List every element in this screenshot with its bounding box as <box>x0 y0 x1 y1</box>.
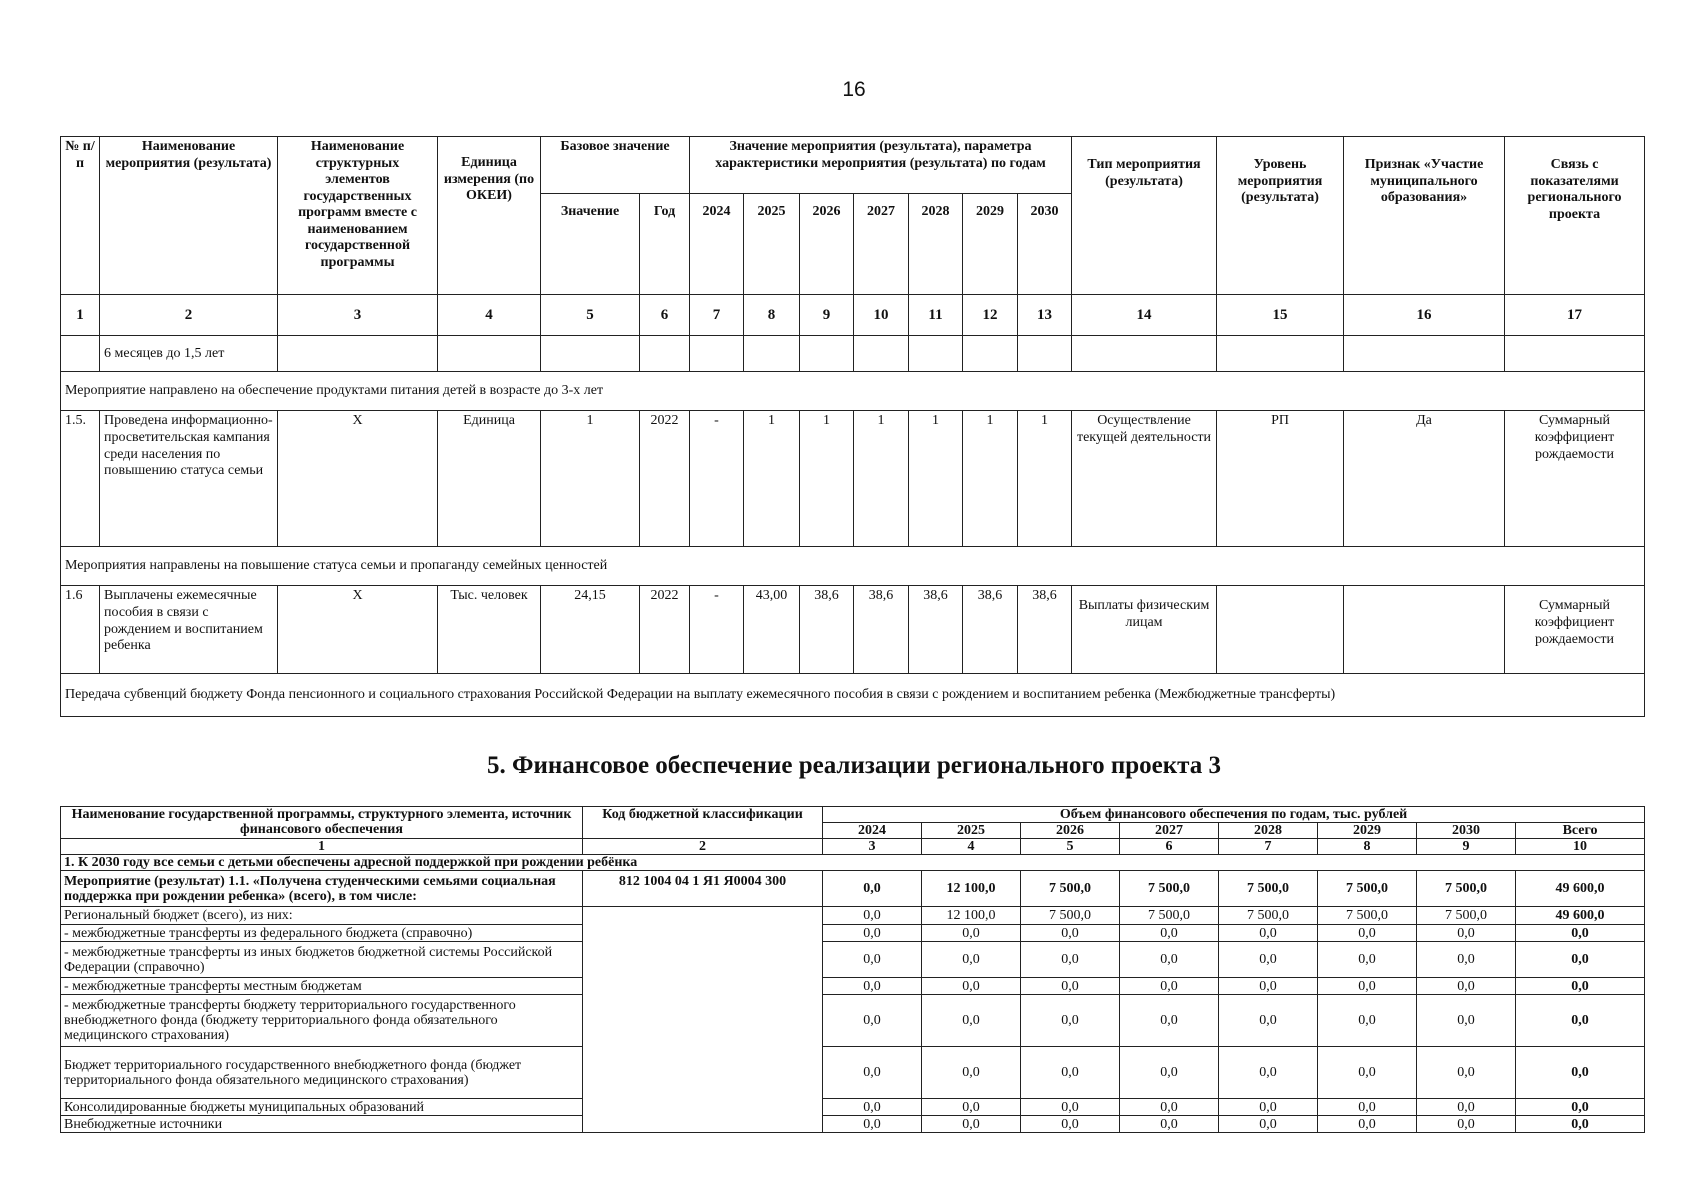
column-number: 8 <box>1318 839 1417 855</box>
column-number: 13 <box>1018 295 1072 336</box>
measure-row-1-5 <box>61 411 1645 547</box>
value-cell: 12 100,0 <box>922 907 1021 925</box>
column-number: 9 <box>1417 839 1516 855</box>
value-cell: 0,0 <box>1021 995 1120 1047</box>
column-number-row <box>61 295 1645 336</box>
header-budget-code: Код бюджетной классификации <box>583 807 823 839</box>
budget-code-empty <box>583 907 823 1133</box>
column-number: 4 <box>922 839 1021 855</box>
funding-row <box>61 942 1645 978</box>
goal-text: 1. К 2030 году все семьи с детьми обеспечены адресной поддержкой при рождении ребёнка <box>61 855 1645 871</box>
value-cell: 0,0 <box>1417 1099 1516 1116</box>
year-value-cell: 1 <box>1018 411 1072 547</box>
type-cell: Выплаты физическим лицам <box>1072 586 1217 674</box>
header-row <box>61 137 1645 194</box>
value-cell: 0,0 <box>1417 942 1516 978</box>
year-value-cell: - <box>690 411 744 547</box>
page-number: 16 <box>842 78 866 101</box>
total-cell: 0,0 <box>1516 925 1645 942</box>
header-values: Значение мероприятия (результата), параметра характеристики мероприятия (результата) по годам <box>690 137 1072 194</box>
column-number: 12 <box>963 295 1018 336</box>
year-value-cell: 1 <box>963 411 1018 547</box>
header-total: Всего <box>1516 823 1645 839</box>
value-cell: 7 500,0 <box>1021 871 1120 907</box>
value-cell: 0,0 <box>922 1116 1021 1133</box>
elements-cell: X <box>278 586 438 674</box>
column-number: 10 <box>854 295 909 336</box>
column-number: 3 <box>278 295 438 336</box>
column-number: 15 <box>1217 295 1344 336</box>
link-cell: Суммарный коэффициент рождаемости <box>1505 411 1645 547</box>
column-number: 17 <box>1505 295 1645 336</box>
funding-label: - межбюджетные трансферты из федерального бюджета (справочно) <box>61 925 583 942</box>
column-number: 14 <box>1072 295 1217 336</box>
value-cell: 7 500,0 <box>1318 907 1417 925</box>
year-value-cell: 38,6 <box>909 586 963 674</box>
funding-label: Бюджет территориального государственного внебюджетного фонда (бюджет территориального фонда обязательного медицинского страхования) <box>61 1047 583 1099</box>
value-cell: 0,0 <box>1318 1047 1417 1099</box>
elements-cell: X <box>278 411 438 547</box>
value-cell: 0,0 <box>823 925 922 942</box>
total-cell: 0,0 <box>1516 942 1645 978</box>
header-year: 2029 <box>1318 823 1417 839</box>
value-cell: 7 500,0 <box>1417 871 1516 907</box>
total-cell: 0,0 <box>1516 995 1645 1047</box>
column-number: 1 <box>61 839 583 855</box>
value-cell: 0,0 <box>1417 978 1516 995</box>
funding-label: Консолидированные бюджеты муниципальных образований <box>61 1099 583 1116</box>
header-level: Уровень мероприятия (результата) <box>1217 137 1344 295</box>
note-text: Мероприятие направлено на обеспечение продуктами питания детей в возрасте до 3-х лет <box>61 372 1645 411</box>
note-text: Передача субвенций бюджету Фонда пенсионного и социального страхования Российской Федерации на выплату ежемесячного пособия в связи с рождением и воспитанием ребенка (Межбюджетные трансферты) <box>61 674 1645 717</box>
value-cell: 0,0 <box>1120 1047 1219 1099</box>
header-base: Базовое значение <box>541 137 690 194</box>
value-cell: 0,0 <box>1219 1047 1318 1099</box>
funding-row <box>61 907 1645 925</box>
year-value-cell: 38,6 <box>1018 586 1072 674</box>
base-value-cell: 1 <box>541 411 640 547</box>
value-cell: 7 500,0 <box>1417 907 1516 925</box>
value-cell: 0,0 <box>823 942 922 978</box>
column-number: 8 <box>744 295 800 336</box>
header-year: 2027 <box>854 194 909 295</box>
value-cell: 0,0 <box>1318 1116 1417 1133</box>
value-cell: 0,0 <box>1219 1116 1318 1133</box>
header-year: 2030 <box>1018 194 1072 295</box>
column-number: 10 <box>1516 839 1645 855</box>
value-cell: 0,0 <box>1120 978 1219 995</box>
header-name: Наименование мероприятия (результата) <box>100 137 278 295</box>
column-number: 5 <box>1021 839 1120 855</box>
header-num: № п/п <box>61 137 100 295</box>
funding-row <box>61 925 1645 942</box>
year-value-cell: 1 <box>744 411 800 547</box>
year-value-cell: 38,6 <box>963 586 1018 674</box>
header-year: 2028 <box>909 194 963 295</box>
municipal-cell: Да <box>1344 411 1505 547</box>
row-num: 1.6 <box>61 586 100 674</box>
measure-row-1-6 <box>61 586 1645 674</box>
value-cell: 7 500,0 <box>1219 871 1318 907</box>
value-cell: 0,0 <box>823 907 922 925</box>
value-cell: 0,0 <box>1318 1099 1417 1116</box>
header-year: 2030 <box>1417 823 1516 839</box>
column-number: 6 <box>640 295 690 336</box>
value-cell: 0,0 <box>922 942 1021 978</box>
base-year-cell: 2022 <box>640 411 690 547</box>
value-cell: 0,0 <box>823 1047 922 1099</box>
link-cell: Суммарный коэффициент рождаемости <box>1505 586 1645 674</box>
header-program-name: Наименование государственной программы, структурного элемента, источник финансового обеспечения <box>61 807 583 839</box>
level-cell <box>1217 586 1344 674</box>
goal-row <box>61 855 1645 871</box>
financing-header-row <box>61 807 1645 823</box>
base-year-cell: 2022 <box>640 586 690 674</box>
value-cell: 12 100,0 <box>922 871 1021 907</box>
unit-cell: Тыс. человек <box>438 586 541 674</box>
value-cell: 0,0 <box>1120 995 1219 1047</box>
row-num: 1.5. <box>61 411 100 547</box>
value-cell: 0,0 <box>1318 995 1417 1047</box>
value-cell: 0,0 <box>1021 1047 1120 1099</box>
municipal-cell <box>1344 586 1505 674</box>
value-cell: 0,0 <box>1021 942 1120 978</box>
total-cell: 0,0 <box>1516 1099 1645 1116</box>
funding-label: - межбюджетные трансферты из иных бюджетов бюджетной системы Российской Федерации (справочно) <box>61 942 583 978</box>
value-cell: 0,0 <box>1417 1047 1516 1099</box>
header-type: Тип мероприятия (результата) <box>1072 137 1217 295</box>
value-cell: 0,0 <box>1120 1099 1219 1116</box>
value-cell: 0,0 <box>1318 942 1417 978</box>
column-number: 5 <box>541 295 640 336</box>
value-cell: 7 500,0 <box>1318 871 1417 907</box>
column-number: 2 <box>583 839 823 855</box>
value-cell: 0,0 <box>1219 942 1318 978</box>
column-number: 1 <box>61 295 100 336</box>
header-year: 2024 <box>690 194 744 295</box>
year-value-cell: 1 <box>854 411 909 547</box>
measure-label: Мероприятие (результат) 1.1. «Получена студенческими семьями социальная поддержка при рождении ребенка» (всего), в том числе: <box>61 871 583 907</box>
funding-row <box>61 1116 1645 1133</box>
note-row <box>61 372 1645 411</box>
value-cell: 7 500,0 <box>1120 907 1219 925</box>
value-cell: 0,0 <box>1417 995 1516 1047</box>
total-cell: 0,0 <box>1516 1047 1645 1099</box>
value-cell: 0,0 <box>1120 1116 1219 1133</box>
financing-table <box>60 806 1645 1133</box>
value-cell: 0,0 <box>1219 995 1318 1047</box>
value-cell: 0,0 <box>823 1116 922 1133</box>
year-value-cell: 38,6 <box>800 586 854 674</box>
financing-number-row <box>61 839 1645 855</box>
header-year: 2028 <box>1219 823 1318 839</box>
header-year: 2027 <box>1120 823 1219 839</box>
measure-name: Выплачены ежемесячные пособия в связи с рождением и воспитанием ребенка <box>100 586 278 674</box>
continuation-row <box>61 336 1645 372</box>
value-cell: 0,0 <box>1120 925 1219 942</box>
measure-name: Проведена информационно-просветительская кампания среди населения по повышению статуса семьи <box>100 411 278 547</box>
value-cell: 0,0 <box>823 1099 922 1116</box>
value-cell: 0,0 <box>1021 1099 1120 1116</box>
total-cell: 0,0 <box>1516 978 1645 995</box>
total-cell: 49 600,0 <box>1516 871 1645 907</box>
year-value-cell: 43,00 <box>744 586 800 674</box>
year-value-cell: - <box>690 586 744 674</box>
funding-row <box>61 1099 1645 1116</box>
value-cell: 0,0 <box>823 995 922 1047</box>
value-cell: 0,0 <box>1417 925 1516 942</box>
header-year: 2024 <box>823 823 922 839</box>
value-cell: 0,0 <box>823 871 922 907</box>
value-cell: 0,0 <box>922 1099 1021 1116</box>
header-base-year: Год <box>640 194 690 295</box>
value-cell: 7 500,0 <box>1219 907 1318 925</box>
value-cell: 0,0 <box>1318 925 1417 942</box>
funding-row <box>61 1047 1645 1099</box>
header-year: 2026 <box>1021 823 1120 839</box>
column-number: 6 <box>1120 839 1219 855</box>
funding-row <box>61 978 1645 995</box>
year-value-cell: 1 <box>909 411 963 547</box>
column-number: 4 <box>438 295 541 336</box>
total-cell: 0,0 <box>1516 1116 1645 1133</box>
column-number: 16 <box>1344 295 1505 336</box>
header-year: 2026 <box>800 194 854 295</box>
note-text: Мероприятия направлены на повышение статуса семьи и пропаганду семейных ценностей <box>61 547 1645 586</box>
header-volume: Объем финансового обеспечения по годам, тыс. рублей <box>823 807 1645 823</box>
header-unit: Единица измерения (по ОКЕИ) <box>438 137 541 295</box>
header-elements: Наименование структурных элементов государственных программ вместе с наименованием государственной программы <box>278 137 438 295</box>
total-cell: 49 600,0 <box>1516 907 1645 925</box>
value-cell: 0,0 <box>922 995 1021 1047</box>
header-year: 2025 <box>744 194 800 295</box>
note-row <box>61 547 1645 586</box>
note-row <box>61 674 1645 717</box>
column-number: 9 <box>800 295 854 336</box>
continuation-text: 6 месяцев до 1,5 лет <box>100 336 278 372</box>
value-cell: 0,0 <box>1318 978 1417 995</box>
header-year: 2029 <box>963 194 1018 295</box>
column-number: 3 <box>823 839 922 855</box>
value-cell: 7 500,0 <box>1120 871 1219 907</box>
header-link: Связь с показателями регионального проекта <box>1505 137 1645 295</box>
value-cell: 7 500,0 <box>1021 907 1120 925</box>
measure-total-row <box>61 871 1645 907</box>
value-cell: 0,0 <box>823 978 922 995</box>
value-cell: 0,0 <box>1021 1116 1120 1133</box>
column-number: 2 <box>100 295 278 336</box>
measures-table <box>60 136 1645 717</box>
value-cell: 0,0 <box>1417 1116 1516 1133</box>
section-title: 5. Финансовое обеспечение реализации регионального проекта 3 <box>486 752 1222 779</box>
funding-label: - межбюджетные трансферты местным бюджетам <box>61 978 583 995</box>
level-cell: РП <box>1217 411 1344 547</box>
funding-label: - межбюджетные трансферты бюджету территориального государственного внебюджетного фонда (бюджету территориального фонда обязательного медицинского страхования) <box>61 995 583 1047</box>
value-cell: 0,0 <box>922 925 1021 942</box>
year-value-cell: 1 <box>800 411 854 547</box>
funding-label: Региональный бюджет (всего), из них: <box>61 907 583 925</box>
base-value-cell: 24,15 <box>541 586 640 674</box>
value-cell: 0,0 <box>1021 925 1120 942</box>
header-year: 2025 <box>922 823 1021 839</box>
value-cell: 0,0 <box>922 978 1021 995</box>
value-cell: 0,0 <box>1120 942 1219 978</box>
header-municipal: Признак «Участие муниципального образования» <box>1344 137 1505 295</box>
column-number: 7 <box>690 295 744 336</box>
year-value-cell: 38,6 <box>854 586 909 674</box>
header-base-value: Значение <box>541 194 640 295</box>
value-cell: 0,0 <box>1219 925 1318 942</box>
column-number: 11 <box>909 295 963 336</box>
value-cell: 0,0 <box>922 1047 1021 1099</box>
column-number: 7 <box>1219 839 1318 855</box>
value-cell: 0,0 <box>1219 978 1318 995</box>
value-cell: 0,0 <box>1219 1099 1318 1116</box>
unit-cell: Единица <box>438 411 541 547</box>
value-cell: 0,0 <box>1021 978 1120 995</box>
funding-row <box>61 995 1645 1047</box>
funding-label: Внебюджетные источники <box>61 1116 583 1133</box>
budget-code: 812 1004 04 1 Я1 Я0004 300 <box>583 871 823 907</box>
type-cell: Осуществление текущей деятельности <box>1072 411 1217 547</box>
